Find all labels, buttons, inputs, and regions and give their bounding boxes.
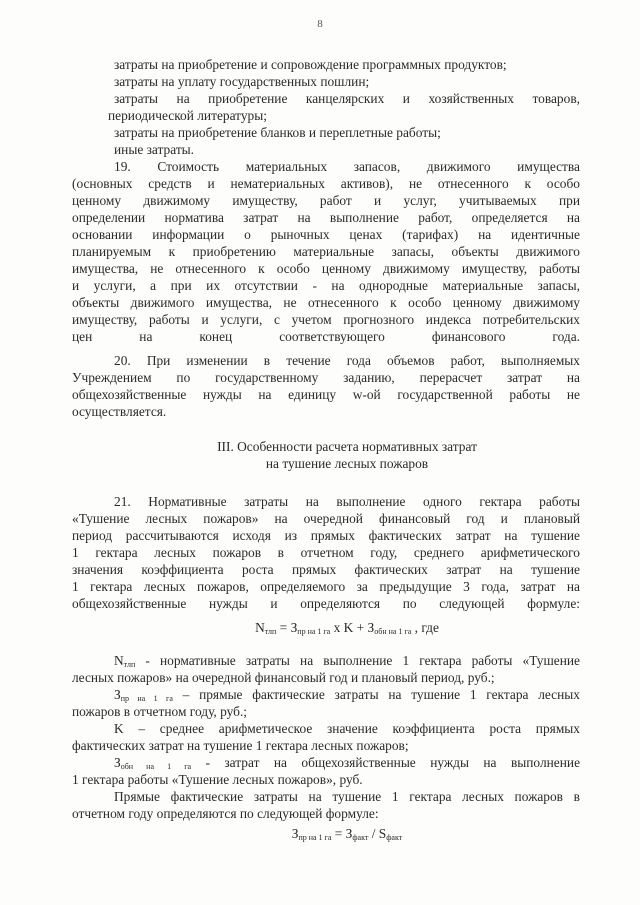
definition-line: Прямые фактические затраты на тушение 1 гектара лесных пожаров в <box>114 789 580 804</box>
paragraph-21 <box>72 493 580 612</box>
section-heading-line: III. Особенности расчета нормативных затрат <box>217 439 477 454</box>
definition-line: 1 гектара работы «Тушение лесных пожаров», руб. <box>72 772 363 787</box>
paragraph-line: имуществу, работы и услуги, с учетом прогнозного индекса потребительских <box>72 312 580 327</box>
section-heading-line: на тушение лесных пожаров <box>265 456 429 471</box>
list-item: затраты на приобретение и сопровождение программных продуктов; <box>114 57 507 72</box>
paragraph-line: ценному движимому имуществу, работ и услуг, учитываемых при <box>72 193 580 208</box>
definition-line: K – среднее арифметическое значение коэффициента роста прямых <box>114 721 580 736</box>
paragraph-line: 21. Нормативные затраты на выполнение одного гектара работы <box>114 494 580 509</box>
paragraph-line: 1 гектара лесных пожаров, определяемого за предыдущие 3 года, затрат на <box>72 579 580 594</box>
paragraph-line: период рассчитываются исходя из прямых фактических затрат на тушение <box>72 528 580 543</box>
definition-line: отчетном году определяются по следующей формуле: <box>72 806 379 821</box>
formula-text: N <box>255 620 265 635</box>
formula-sub: пр на 1 га <box>297 627 331 636</box>
definition-line: $N_{тлп}$ - нормативные затраты на выполнение 1 гектара работы «Тушение <box>114 653 580 669</box>
list-item: иные затраты. <box>114 142 195 157</box>
paragraph-19 <box>72 158 580 362</box>
definition-line: фактических затрат на тушение 1 гектара лесных пожаров; <box>72 738 409 753</box>
formula-text: = З <box>279 620 298 635</box>
paragraph-line: основании информации о рыночных ценах (тарифах) на идентичные <box>72 227 580 242</box>
paragraph-line: значения коэффициента роста прямых фактических затрат на тушение <box>72 562 580 577</box>
paragraph-20 <box>72 352 580 420</box>
definition-line: $З_{пр на 1 га}$ – прямые фактические затраты на тушение 1 гектара лесных <box>114 687 580 703</box>
paragraph-line: объекты движимого имущества, не отнесенного к особо ценному движимому <box>72 295 580 310</box>
paragraph-line: планируемым к приобретению материальные запасы, объекты движимого <box>72 244 580 259</box>
formula-secondary: $З_{пр на 1 га} = З_{факт} / S_{факт}$ <box>291 826 403 842</box>
formula-text: х K + З <box>333 620 375 635</box>
paragraph-line: цен на конец соответствующего финансового года. <box>72 329 580 344</box>
definition-line: пожаров в отчетном году, руб.; <box>72 704 248 719</box>
paragraph-line: «Тушение лесных пожаров» на очередной финансовый год и плановый <box>72 511 580 526</box>
paragraph-line: 1 гектара лесных пожаров в отчетном году, среднего арифметического <box>72 545 580 560</box>
paragraph-line: 20. При изменении в течение года объемов работ, выполняемых <box>114 353 580 368</box>
section-heading <box>114 438 580 472</box>
paragraph-line: определении норматива затрат на выполнение работ, определяется на <box>72 210 580 225</box>
paragraph-line: Учреждением по государственному заданию, перерасчет затрат на <box>72 370 580 385</box>
formula-sub: обн на 1 га <box>374 627 412 636</box>
top-list <box>108 56 580 158</box>
page-number: 8 <box>317 18 323 30</box>
definitions <box>72 652 580 822</box>
list-item: затраты на уплату государственных пошлин; <box>114 74 370 89</box>
paragraph-line: общехозяйственные нужды и определяются по следующей формуле: <box>72 596 580 611</box>
definition-line: лесных пожаров» на очередной финансовый год и плановый период, руб.; <box>72 670 495 685</box>
paragraph-line: (основных средств и нематериальных активов), не отнесенного к особо <box>72 176 580 191</box>
list-item: периодической литературы; <box>108 108 267 123</box>
definition-line: $З_{обн на 1 га}$ - затрат на общехозяйственные нужды на выполнение <box>114 755 580 771</box>
paragraph-line: 19. Стоимость материальных запасов, движимого имущества <box>114 159 580 174</box>
paragraph-line: осуществляется. <box>72 404 167 419</box>
list-item: затраты на приобретение бланков и переплетные работы; <box>114 125 441 140</box>
list-item: затраты на приобретение канцелярских и хозяйственных товаров, <box>114 91 580 106</box>
formula-text: , где <box>414 620 439 635</box>
formula-sub: тлп <box>264 627 277 636</box>
paragraph-line: имущества, не отнесенного к особо ценному движимому имуществу, работы <box>72 261 580 276</box>
formula-main <box>114 619 580 636</box>
paragraph-line: и услуги, а при их отсутствии - на однородные материальные запасы, <box>72 278 580 293</box>
paragraph-line: общехозяйственные нужды на единицу w-ой государственной работы не <box>72 387 580 402</box>
